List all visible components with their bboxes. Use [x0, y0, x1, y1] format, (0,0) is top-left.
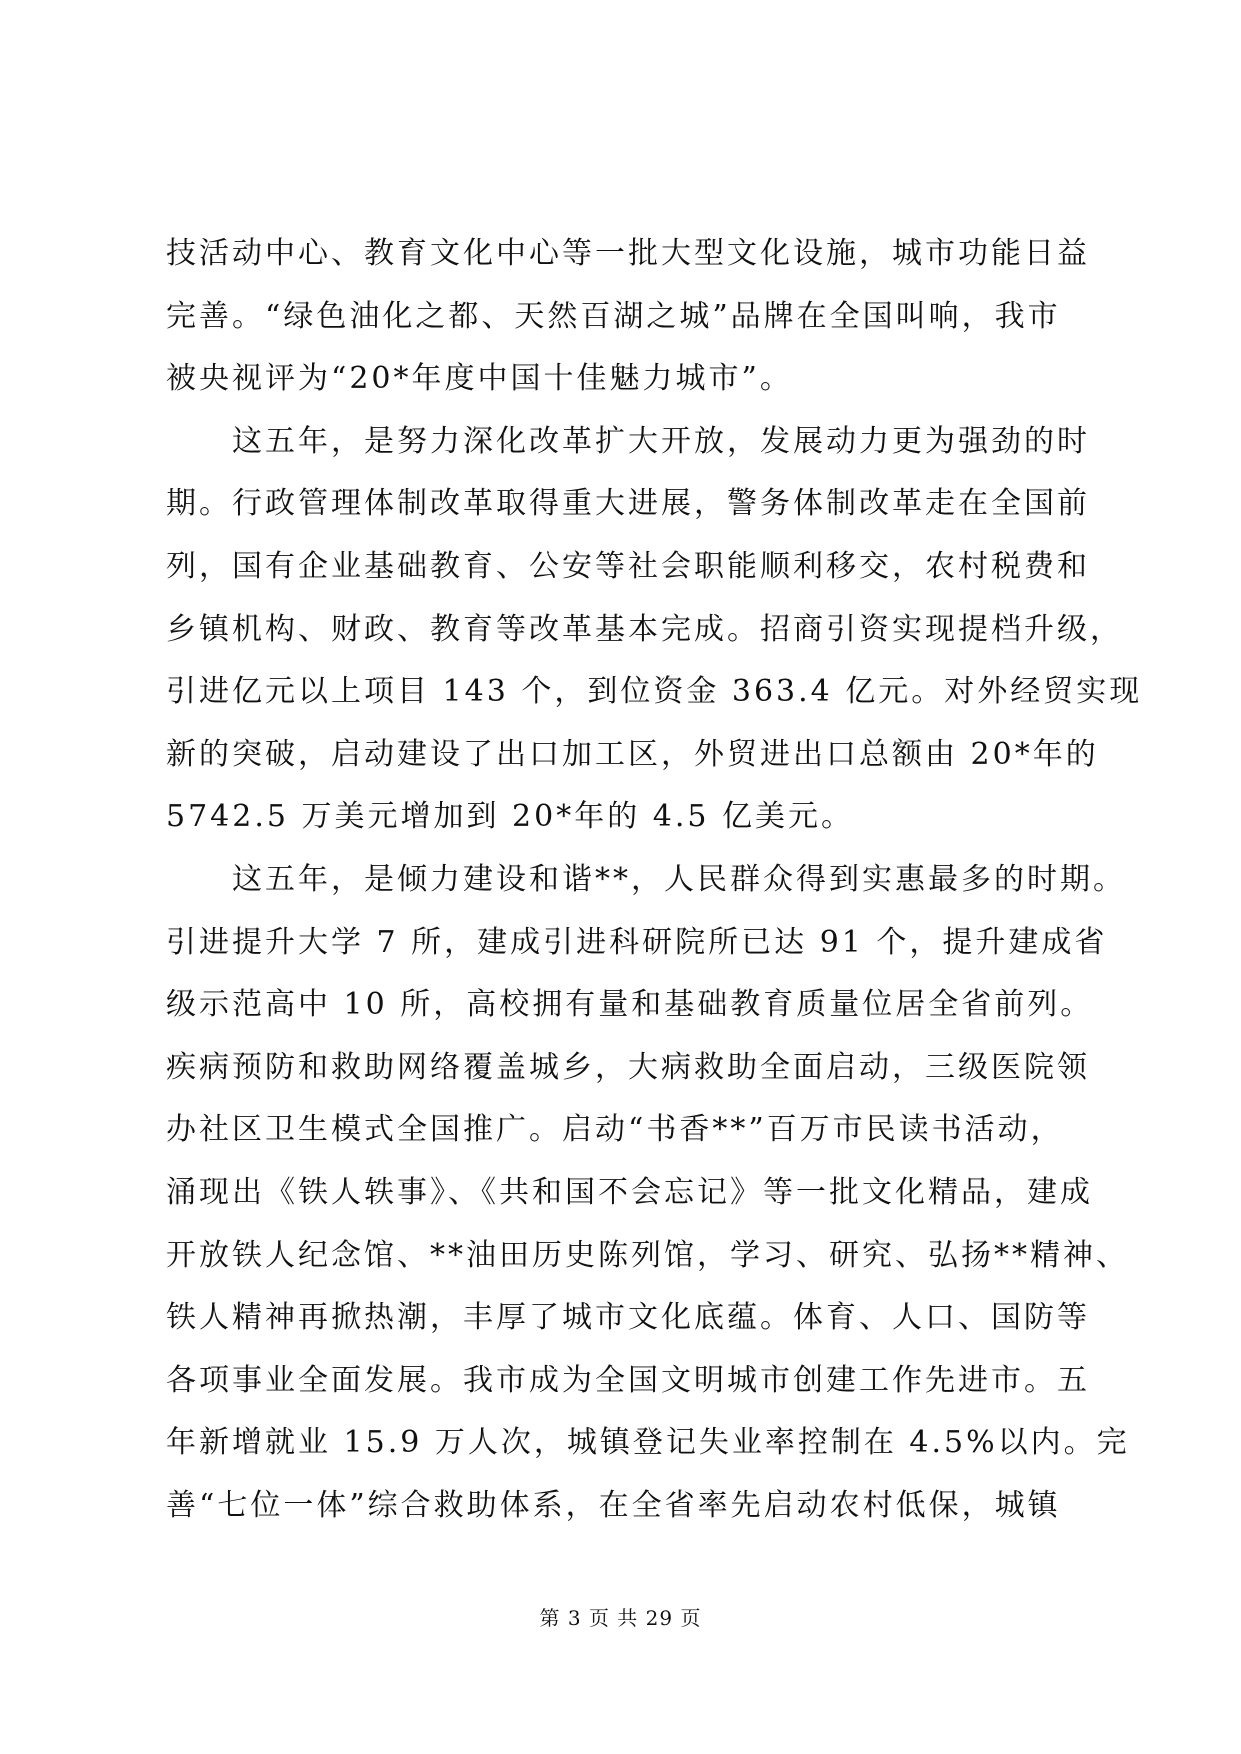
text-line-2: 完善。“绿色油化之都、天然百湖之城”品牌在全国叫响，我市: [166, 298, 1061, 334]
text-line-17: 开放铁人纪念馆、**油田历史陈列馆，学习、研究、弘扬**精神、: [166, 1237, 1129, 1273]
text-line-19: 各项事业全面发展。我市成为全国文明城市创建工作先进市。五: [166, 1362, 1090, 1398]
text-line-12: 引进提升大学 7 所，建成引进科研院所已达 91 个，提升建成省: [166, 924, 1108, 960]
text-line-9: 新的突破，启动建设了出口加工区，外贸进出口总额由 20*年的: [166, 736, 1099, 772]
document-body: [166, 223, 1143, 1537]
text-line-14: 疾病预防和救助网络覆盖城乡，大病救助全面启动，三级医院领: [166, 1049, 1090, 1085]
text-line-13: 级示范高中 10 所，高校拥有量和基础教育质量位居全省前列。: [166, 987, 1094, 1023]
text-line-20: 年新增就业 15.9 万人次，城镇登记失业率控制在 4.5%以内。完: [166, 1425, 1130, 1461]
text-line-7: 乡镇机构、财政、教育等改革基本完成。招商引资实现提档升级，: [166, 611, 1123, 647]
text-line-11: 这五年，是倾力建设和谐**，人民群众得到实惠最多的时期。: [232, 861, 1126, 897]
text-line-15: 办社区卫生模式全国推广。启动“书香**”百万市民读书活动，: [166, 1112, 1064, 1148]
text-line-21: 善“七位一体”综合救助体系，在全省率先启动农村低保，城镇: [166, 1487, 1061, 1523]
text-line-6: 列，国有企业基础教育、公安等社会职能顺利移交，农村税费和: [166, 548, 1090, 584]
text-line-16: 涌现出《铁人轶事》、《共和国不会忘记》等一批文化精品，建成: [166, 1174, 1093, 1210]
text-line-5: 期。行政管理体制改革取得重大进展，警务体制改革走在全国前: [166, 486, 1090, 522]
text-line-1: 技活动中心、教育文化中心等一批大型文化设施，城市功能日益: [166, 236, 1090, 271]
page-number-footer: 第 3 页 共 29 页: [539, 1606, 702, 1630]
text-line-18: 铁人精神再掀热潮，丰厚了城市文化底蕴。体育、人口、国防等: [166, 1300, 1090, 1336]
text-line-3: 被央视评为“20*年度中国十佳魅力城市”。: [166, 361, 793, 397]
text-line-10: 5742.5 万美元增加到 20*年的 4.5 亿美元。: [166, 799, 854, 835]
text-line-8: 引进亿元以上项目 143 个，到位资金 363.4 亿元。对外经贸实现: [166, 674, 1143, 710]
text-line-4: 这五年，是努力深化改革扩大开放，发展动力更为强劲的时: [232, 423, 1090, 459]
